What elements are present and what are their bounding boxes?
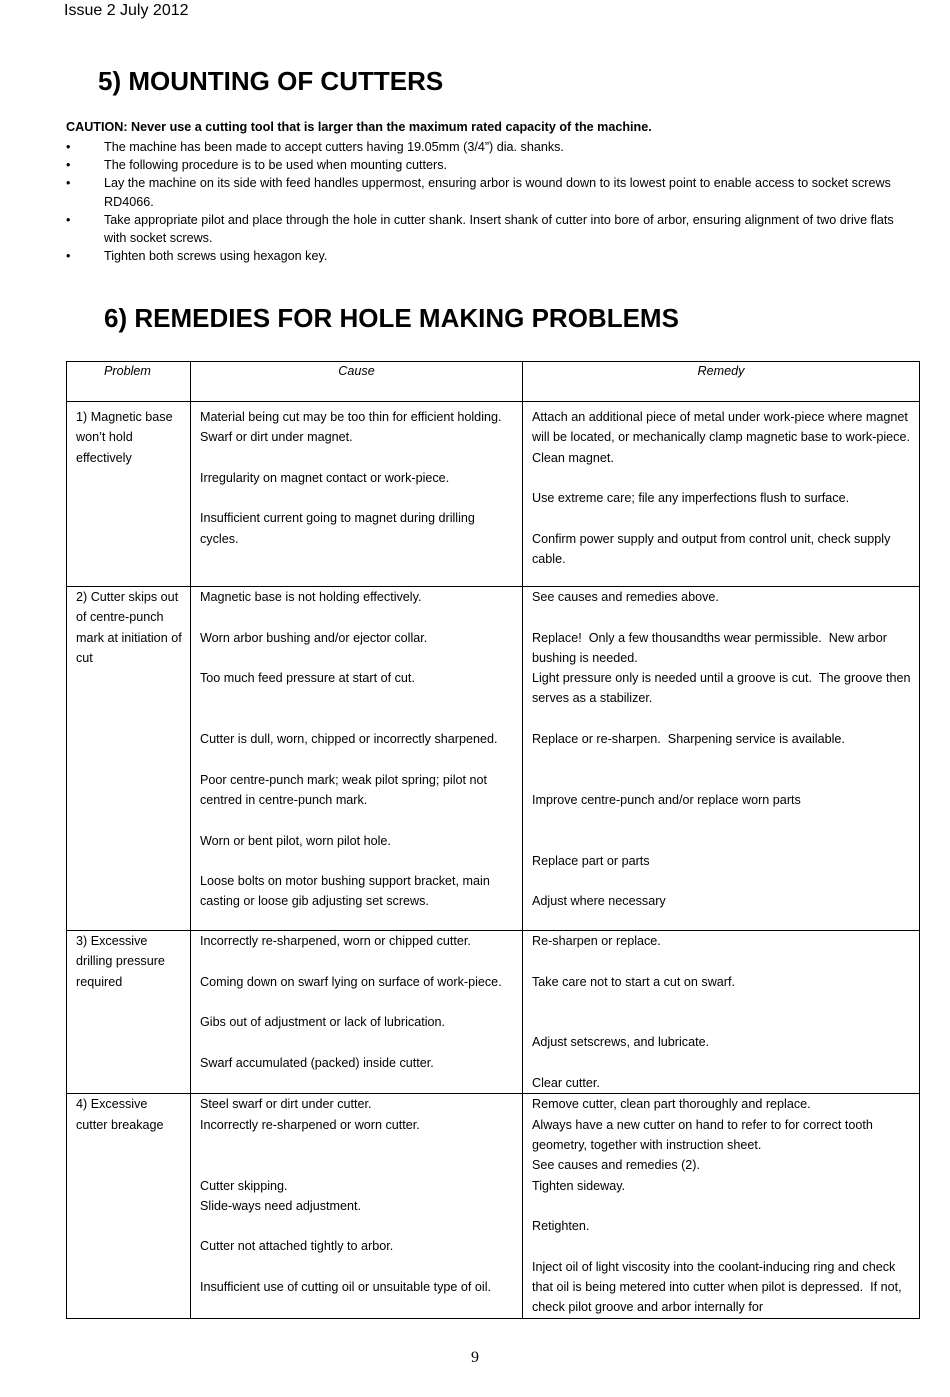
section-6-heading: 6) REMEDIES FOR HOLE MAKING PROBLEMS xyxy=(104,303,679,333)
cause-text: Loose bolts on motor bushing support bracket, main casting or loose gib adjusting set screws. xyxy=(200,874,494,909)
remedy-text: Confirm power supply and output from control unit, check supply cable. xyxy=(532,531,894,567)
remedies-table xyxy=(66,361,920,1319)
list-item-text: The following procedure is to be used when mounting cutters. xyxy=(104,158,448,173)
list-item xyxy=(66,247,896,265)
cause-text: Worn arbor bushing and/or ejector collar. xyxy=(200,630,428,645)
cause-text: Coming down on swarf lying on surface of work-piece. xyxy=(200,974,502,989)
bullet-icon: • xyxy=(66,176,71,191)
table-row xyxy=(67,402,920,587)
section-5-heading: 5) MOUNTING OF CUTTERS xyxy=(98,66,444,96)
remedy-text: See causes and remedies above. xyxy=(532,590,719,604)
remedy-text: Re-sharpen or replace. xyxy=(532,934,661,948)
cause-text: Gibs out of adjustment or lack of lubrication. xyxy=(200,1015,446,1030)
issue-date: Issue 2 July 2012 xyxy=(64,2,189,19)
column-header-problem: Problem xyxy=(67,362,191,402)
list-item-text: Tighten both screws using hexagon key. xyxy=(104,249,328,264)
list-item-text: The machine has been made to accept cutters having 19.05mm (3/4”) dia. shanks. xyxy=(104,140,564,154)
cause-text: Cutter skipping. xyxy=(200,1178,288,1193)
remedy-cell xyxy=(523,402,920,587)
cause-cell xyxy=(191,931,523,1094)
cause-cell xyxy=(191,587,523,931)
cause-text: Cutter not attached tightly to arbor. xyxy=(200,1239,394,1254)
cause-text: Poor centre-punch mark; weak pilot spring; pilot not centred in centre-punch mark. xyxy=(200,772,491,807)
cause-text: Incorrectly re-sharpened, worn or chipped cutter. xyxy=(200,934,471,948)
table-row xyxy=(67,1094,920,1318)
cause-cell xyxy=(191,402,523,587)
cause-text: Irregularity on magnet contact or work-piece. xyxy=(200,470,450,485)
remedy-text: See causes and remedies (2). xyxy=(532,1158,701,1173)
remedy-text: Take care not to start a cut on swarf. xyxy=(532,974,735,989)
cause-text: Slide-ways need adjustment. xyxy=(200,1198,362,1213)
bullet-icon: • xyxy=(66,158,71,173)
cause-text: Too much feed pressure at start of cut. xyxy=(200,671,415,686)
list-item xyxy=(66,156,896,174)
cause-text: Incorrectly re-sharpened or worn cutter. xyxy=(200,1117,420,1132)
problem-text: 3) Excessive drilling pressure required xyxy=(76,934,169,989)
caution-text: CAUTION: Never use a cutting tool that is larger than the maximum rated capacity of the machine. xyxy=(66,120,652,134)
remedy-cell xyxy=(523,931,920,1094)
cause-text: Material being cut may be too thin for efficient holding. xyxy=(200,410,502,424)
remedy-text: Adjust where necessary xyxy=(532,894,666,909)
list-item xyxy=(66,211,896,247)
list-item xyxy=(66,138,896,156)
cause-text: Cutter is dull, worn, chipped or incorrectly sharpened. xyxy=(200,732,498,747)
problem-text: 4) Excessive cutter breakage xyxy=(76,1097,164,1132)
remedy-text: Use extreme care; file any imperfections flush to surface. xyxy=(532,491,850,506)
column-header-remedy: Remedy xyxy=(523,362,920,402)
remedy-text: Clear cutter. xyxy=(532,1076,600,1091)
remedy-text: Inject oil of light viscosity into the coolant-inducing ring and check that oil is being metered into cutter when pilot is depressed. If not, check pilot groove and arbor internally for xyxy=(532,1259,906,1315)
page-number: 9 xyxy=(471,1349,479,1366)
list-item xyxy=(66,174,896,210)
remedy-text: Always have a new cutter on hand to refer to for correct tooth geometry, together with instruction sheet. xyxy=(532,1117,877,1152)
problem-text: 1) Magnetic base won’t hold effectively xyxy=(76,410,177,465)
table-header-row xyxy=(67,362,920,402)
remedy-text: Replace or re-sharpen. Sharpening service is available. xyxy=(532,732,845,747)
cause-text: Worn or bent pilot, worn pilot hole. xyxy=(200,833,391,848)
cause-text: Insufficient use of cutting oil or unsuitable type of oil. xyxy=(200,1280,491,1295)
problem-cell xyxy=(67,587,191,931)
cause-text: Steel swarf or dirt under cutter. xyxy=(200,1097,372,1112)
remedy-text: Replace part or parts xyxy=(532,853,650,868)
remedy-text: Replace! Only a few thousandths wear permissible. New arbor bushing is needed. xyxy=(532,630,891,665)
remedy-cell xyxy=(523,1094,920,1318)
remedy-text: Adjust setscrews, and lubricate. xyxy=(532,1035,710,1050)
list-item-text: Take appropriate pilot and place through the hole in cutter shank. Insert shank of cutter into bore of arbor, ensuring alignment of two drive flats with socket screws. xyxy=(104,212,894,246)
remedy-text: Clean magnet. xyxy=(532,450,614,465)
table-row xyxy=(67,587,920,931)
problem-cell xyxy=(67,1094,191,1318)
remedy-text: Tighten sideway. xyxy=(532,1178,626,1193)
cause-text: Swarf accumulated (packed) inside cutter. xyxy=(200,1055,434,1070)
problem-cell xyxy=(67,402,191,587)
column-header-cause: Cause xyxy=(191,362,523,402)
bullet-icon: • xyxy=(66,212,71,227)
bullet-icon: • xyxy=(66,249,71,264)
cause-text: Magnetic base is not holding effectively. xyxy=(200,590,422,604)
list-item-text: Lay the machine on its side with feed handles uppermost, ensuring arbor is wound down to its lowest point to enable access to socket screws RD4066. xyxy=(104,176,891,209)
cause-cell xyxy=(191,1094,523,1318)
remedy-cell xyxy=(523,587,920,931)
cause-text: Swarf or dirt under magnet. xyxy=(200,430,353,445)
problem-text: 2) Cutter skips out of centre-punch mark at initiation of cut xyxy=(76,590,186,665)
table-row xyxy=(67,931,920,1094)
cause-text: Insufficient current going to magnet during drilling cycles. xyxy=(200,511,479,546)
remedy-text: Retighten. xyxy=(532,1219,590,1234)
remedy-text: Remove cutter, clean part thoroughly and replace. xyxy=(532,1097,811,1112)
mounting-steps-list xyxy=(66,138,896,265)
bullet-icon: • xyxy=(66,140,71,154)
remedy-text: Attach an additional piece of metal under work-piece where magnet will be located, or mechanically clamp magnetic base to work-piece. xyxy=(532,410,912,445)
problem-cell xyxy=(67,931,191,1094)
remedy-text: Improve centre-punch and/or replace worn parts xyxy=(532,792,801,807)
remedy-text: Light pressure only is needed until a groove is cut. The groove then serves as a stabilizer. xyxy=(532,671,915,706)
